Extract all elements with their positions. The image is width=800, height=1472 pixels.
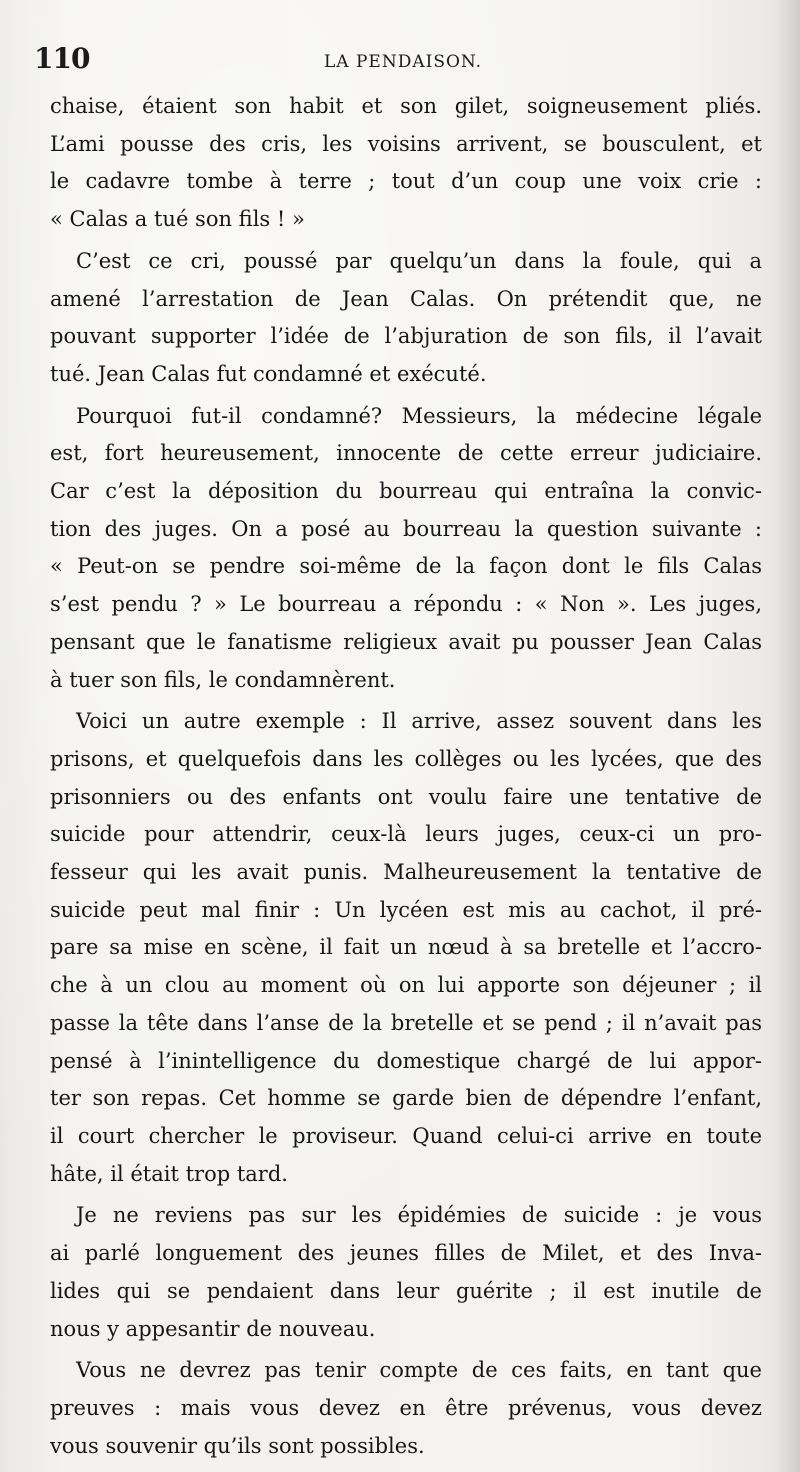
body-text <box>50 88 762 1465</box>
text-line: pare sa mise en scène, il fait un nœud à sa bretelle et l’accro- <box>50 935 762 960</box>
text-line: passe la tête dans l’anse de la bretelle et se pend ; il n’avait pas <box>50 1010 762 1035</box>
paragraph <box>50 1197 762 1348</box>
text-line: suicide peut mal finir : Un lycéen est mis au cachot, il pré- <box>50 897 762 922</box>
text-line: prisons, et quelquefois dans les collèges ou les lycées, que des <box>50 746 762 771</box>
text-line: Je ne reviens pas sur les épidémies de suicide : je vous <box>76 1203 762 1228</box>
text-line: ter son repas. Cet homme se garde bien de dépendre l’enfant, <box>50 1086 762 1111</box>
text-line: nous y appesantir de nouveau. <box>50 1316 376 1341</box>
running-title: LA PENDAISON. <box>324 52 483 72</box>
text-line: prisonniers ou des enfants ont voulu faire une tentative de <box>50 784 762 809</box>
text-line: fesseur qui les avait punis. Malheureusement la tentative de <box>50 860 762 885</box>
text-line: ai parlé longuement des jeunes filles de Milet, et des Inva- <box>50 1241 762 1266</box>
text-line: est, fort heureusement, innocente de cette erreur judiciaire. <box>50 441 762 466</box>
text-line: « Peut-on se pendre soi-même de la façon dont le fils Calas <box>50 554 762 579</box>
page-number: 110 <box>34 42 90 75</box>
text-line: pensé à l’inintelligence du domestique chargé de lui appor- <box>50 1048 762 1073</box>
text-line: « Calas a tué son fils ! » <box>50 207 305 232</box>
paragraph <box>50 398 762 700</box>
text-line: Car c’est la déposition du bourreau qui entraîna la convic- <box>50 479 762 504</box>
page-shadow <box>774 0 800 1472</box>
text-line: Vous ne devrez pas tenir compte de ces faits, en tant que <box>76 1358 762 1383</box>
text-line: lides qui se pendaient dans leur guérite ; il est inutile de <box>50 1278 762 1303</box>
text-line: tué. Jean Calas fut condamné et exécuté. <box>50 361 487 386</box>
text-line: che à un clou au moment où on lui apporte son déjeuner ; il <box>50 973 762 998</box>
text-line: s’est pendu ? » Le bourreau a répondu : « Non ». Les juges, <box>50 592 762 617</box>
text-line: preuves : mais vous devez en être prévenus, vous devez <box>50 1395 762 1420</box>
page-header <box>34 40 764 80</box>
paragraph <box>50 703 762 1193</box>
text-line: suicide pour attendrir, ceux-là leurs juges, ceux-ci un pro- <box>50 822 762 847</box>
text-line: à tuer son fils, le condamnèrent. <box>50 667 396 692</box>
text-line: Voici un autre exemple : Il arrive, assez souvent dans les <box>76 709 762 734</box>
text-line: C’est ce cri, poussé par quelqu’un dans la foule, qui a <box>76 248 762 273</box>
text-line: tion des juges. On a posé au bourreau la question suivante : <box>50 516 762 541</box>
paragraph <box>50 88 762 239</box>
text-line: pouvant supporter l’idée de l’abjuration de son fils, il l’avait <box>50 324 762 349</box>
text-line: pensant que le fanatisme religieux avait pu pousser Jean Calas <box>50 629 762 654</box>
text-line: L’ami pousse des cris, les voisins arrivent, se bousculent, et <box>50 131 762 156</box>
text-line: Pourquoi fut-il condamné? Messieurs, la médecine légale <box>76 403 762 428</box>
text-line: le cadavre tombe à terre ; tout d’un coup une voix crie : <box>50 169 762 194</box>
paragraph <box>50 243 762 394</box>
text-line: vous souvenir qu’ils sont possibles. <box>50 1433 425 1458</box>
text-line: chaise, étaient son habit et son gilet, soigneusement pliés. <box>50 94 762 118</box>
paragraph <box>50 1352 762 1465</box>
text-line: il court chercher le proviseur. Quand celui-ci arrive en toute <box>50 1123 762 1148</box>
text-line: hâte, il était trop tard. <box>50 1161 288 1186</box>
text-line: amené l’arrestation de Jean Calas. On prétendit que, ne <box>50 286 762 311</box>
